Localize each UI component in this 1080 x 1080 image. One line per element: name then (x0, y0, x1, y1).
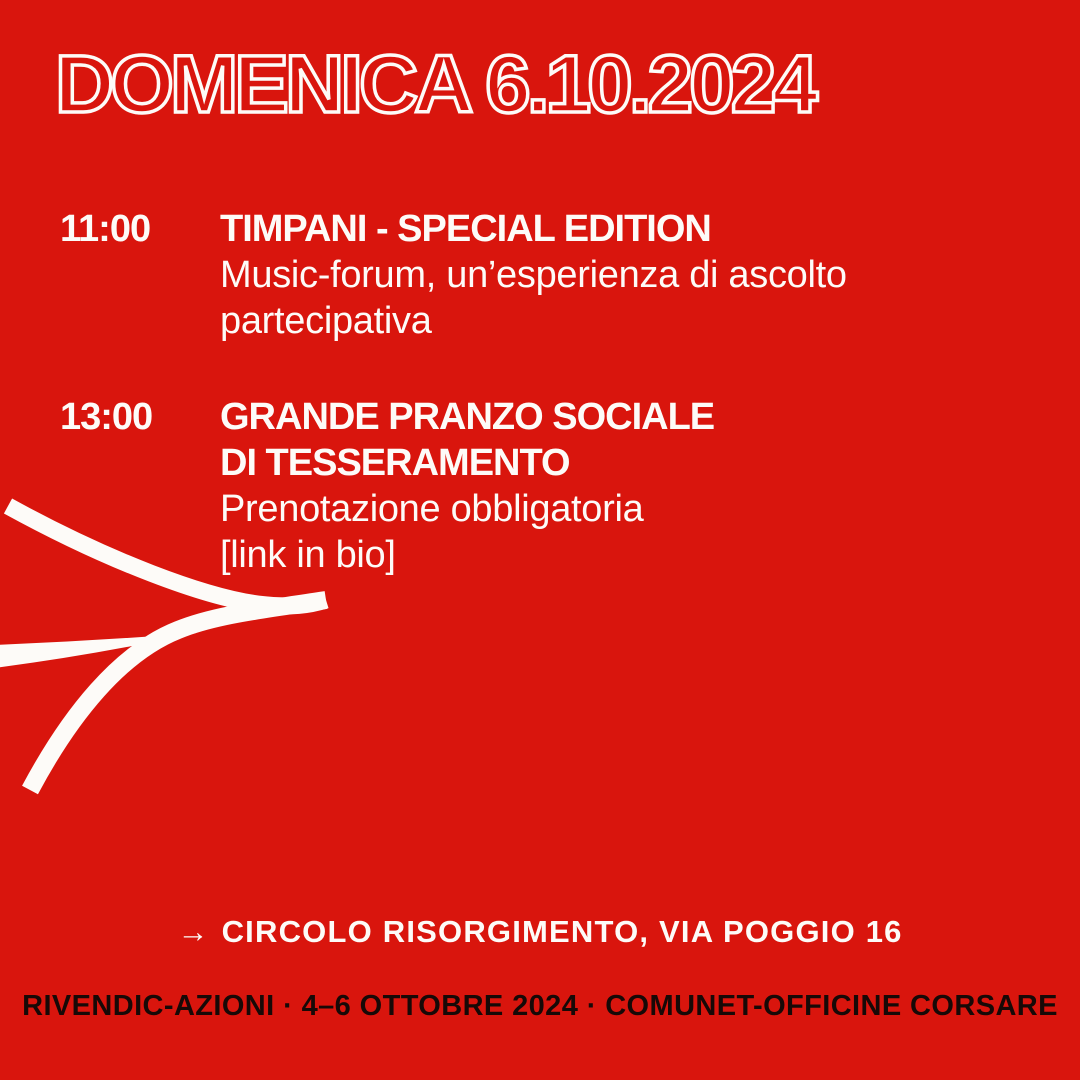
right-arrow-icon: → (177, 914, 210, 949)
venue-line (0, 912, 1080, 952)
event-content (220, 394, 714, 578)
event-content (220, 206, 847, 344)
schedule-item (60, 206, 1020, 344)
event-title-line: DI TESSERAMENTO (220, 442, 570, 484)
event-time: 11:00 (60, 208, 151, 250)
schedule-item (60, 394, 1020, 578)
event-description-line: Music-forum, un’esperienza di ascolto (220, 254, 847, 296)
event-title-line: GRANDE PRANZO SOCIALE (220, 396, 715, 438)
venue-text: CIRCOLO RISORGIMENTO, VIA POGGIO 16 (221, 914, 903, 949)
event-description-line: Prenotazione obbligatoria (220, 488, 644, 530)
event-time: 13:00 (60, 396, 153, 438)
event-description-line: partecipativa (220, 300, 432, 342)
event-description-line: [link in bio] (220, 534, 396, 576)
event-title-line: TIMPANI - SPECIAL EDITION (220, 208, 711, 250)
arrow-bottom-curve-icon (30, 600, 326, 790)
arrow-middle-wedge-icon (0, 633, 196, 668)
footer-line: RIVENDIC-AZIONI · 4–6 OTTOBRE 2024 · COMUNET-OFFICINE CORSARE (22, 990, 1058, 1022)
poster-title: DOMENICA 6.10.2024 (55, 39, 814, 130)
schedule-list (60, 206, 1020, 628)
